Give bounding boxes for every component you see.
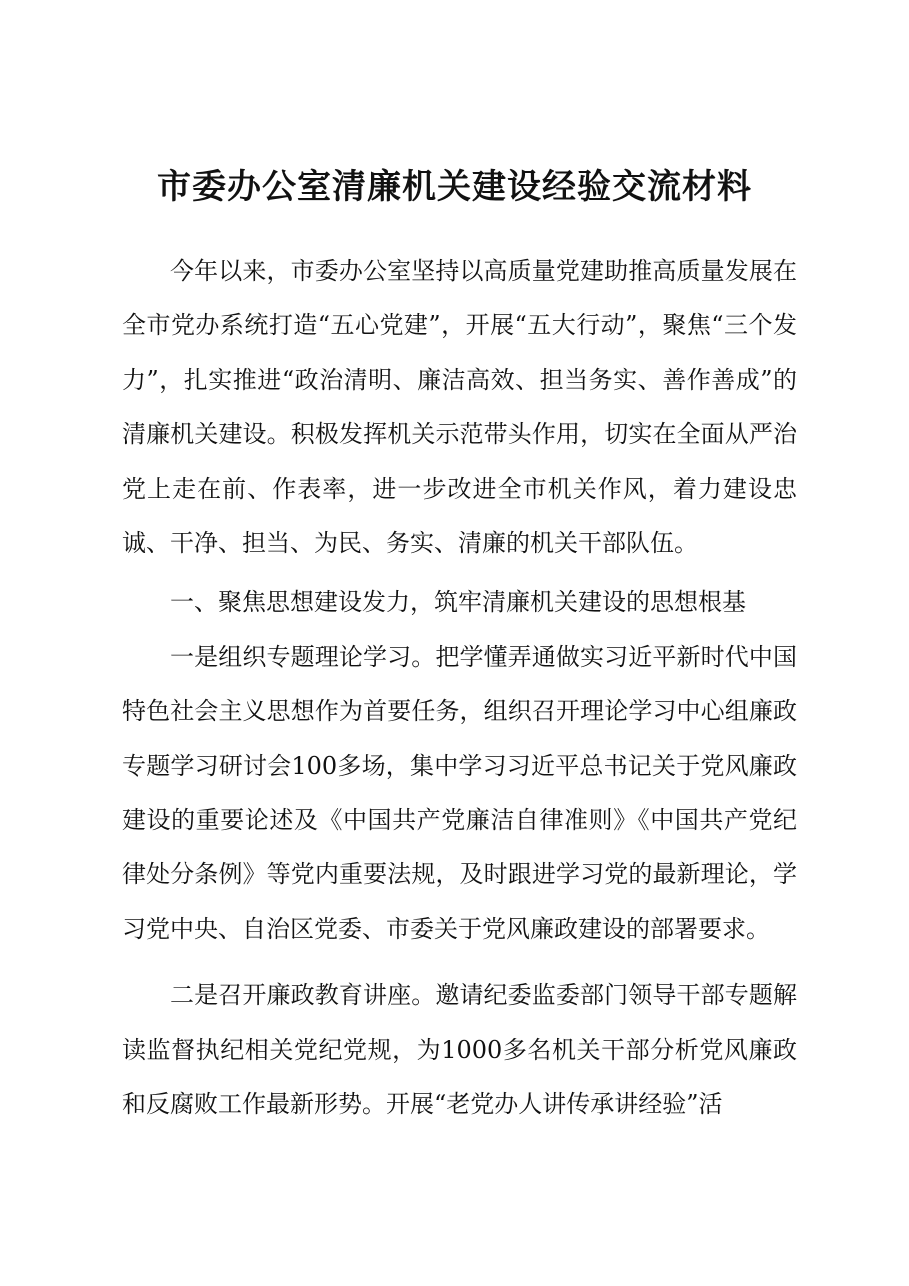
section-heading-1: 一、聚焦思想建设发力，筑牢清廉机关建设的思想根基 [170,588,746,617]
document-body [122,244,797,1132]
paragraph-lecture: 二是召开廉政教育讲座。邀请纪委监委部门领导干部专题解读监督执纪相关党纪党规，为1000多名机关干部分析党风廉政和反腐败工作最新形势。开展“老党办人讲传承讲经验”活 [122,981,797,1119]
paragraph-intro: 今年以来，市委办公室坚持以高质量党建助推高质量发展在全市党办系统打造“五心党建”，开展“五大行动”，聚焦“三个发力”，扎实推进“政治清明、廉洁高效、担当务实、善作善成”的清廉机关建设。积极发挥机关示范带头作用，切实在全面从严治党上走在前、作表率，进一步改进全市机关作风，着力建设忠诚、干净、担当、为民、务实、清廉的机关干部队伍。 [122,257,797,558]
paragraph-study: 一是组织专题理论学习。把学懂弄通做实习近平新时代中国特色社会主义思想作为首要任务，组织召开理论学习中心组廉政专题学习研讨会100多场，集中学习习近平总书记关于党风廉政建设的重要论述及《中国共产党廉洁自律准则》《中国共产党纪律处分条例》等党内重要法规，及时跟进学习党的最新理论，学习党中央、自治区党委、市委关于党风廉政建设的部署要求。 [122,642,797,943]
document-title: 市委办公室清廉机关建设经验交流材料 [157,167,752,207]
